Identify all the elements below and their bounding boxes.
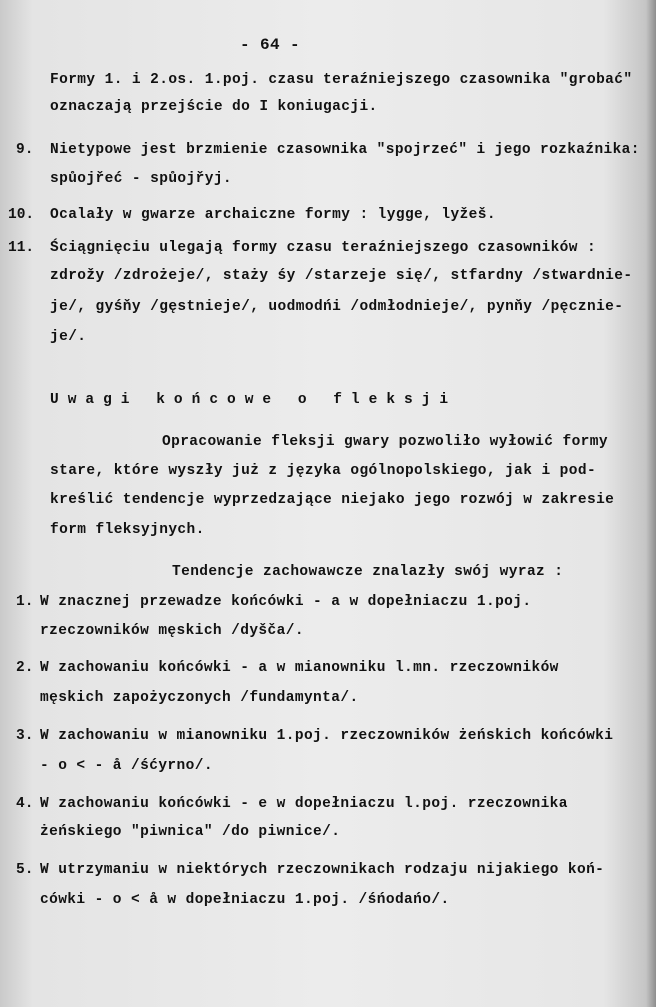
text-line: cówki - o < å w dopełniaczu 1.poj. /śńodańo/. [40,892,450,908]
text-line: Formy 1. i 2.os. 1.poj. czasu teraźniejszego czasownika "grobać" [50,72,633,88]
list-number: 2. [16,660,34,676]
text-line: W znacznej przewadze końcówki - a w dopełniaczu 1.poj. [40,594,532,610]
text-line: Nietypowe jest brzmienie czasownika "spojrzeć" i jego rozkaźnika: [50,142,640,158]
text-line: zdrožy /zdrożeje/, staży śy /starzeje się/, stfardny /stwardnie- [50,268,633,284]
text-line: form fleksyjnych. [50,522,205,538]
list-number: 3. [16,728,34,744]
page-edge-shadow [646,0,656,1007]
list-number: 4. [16,796,34,812]
text-line: męskich zapożyczonych /fundamynta/. [40,690,359,706]
page-number: - 64 - [240,36,301,54]
item-number: 11. [8,240,35,256]
item-number: 9. [16,142,34,158]
text-line: rzeczowników męskich /dyšča/. [40,623,304,639]
text-line: Opracowanie fleksji gwary pozwoliło wyłowić formy [162,434,608,450]
text-line: W utrzymaniu w niektórych rzeczownikach rodzaju nijakiego koń- [40,862,605,878]
list-number: 1. [16,594,34,610]
item-number: 10. [8,207,35,223]
text-line: W zachowaniu końcówki - e w dopełniaczu l.poj. rzeczownika [40,796,568,812]
text-line: - o < - å /śćyrno/. [40,758,213,774]
text-line: Tendencje zachowawcze znalazły swój wyraz : [172,564,564,580]
section-heading: Uwagi końcowe o fleksji [50,392,458,408]
text-line: kreślić tendencje wyprzedzające niejako jego rozwój w zakresie [50,492,615,508]
text-line: Ocalały w gwarze archaiczne formy : lygge, lyžeš. [50,207,496,223]
text-line: oznaczają przejście do I koniugacji. [50,99,378,115]
text-line: stare, które wyszły już z języka ogólnopolskiego, jak i pod- [50,463,597,479]
text-line: je/. [50,329,87,345]
text-line: spůojřeć - spůojřyj. [50,171,233,187]
text-line: Ściągnięciu ulegają formy czasu teraźniejszego czasowników : [50,240,597,256]
text-line: żeńskiego "piwnica" /do piwnice/. [40,824,341,840]
text-line: W zachowaniu w mianowniku 1.poj. rzeczowników żeńskich końcówki [40,728,614,744]
list-number: 5. [16,862,34,878]
text-line: je/, gyśňy /gęstnieje/, uodmodńi /odmłodnieje/, pynňy /pęcznie- [50,299,624,315]
text-line: W zachowaniu końcówki - a w mianowniku l.mn. rzeczowników [40,660,559,676]
